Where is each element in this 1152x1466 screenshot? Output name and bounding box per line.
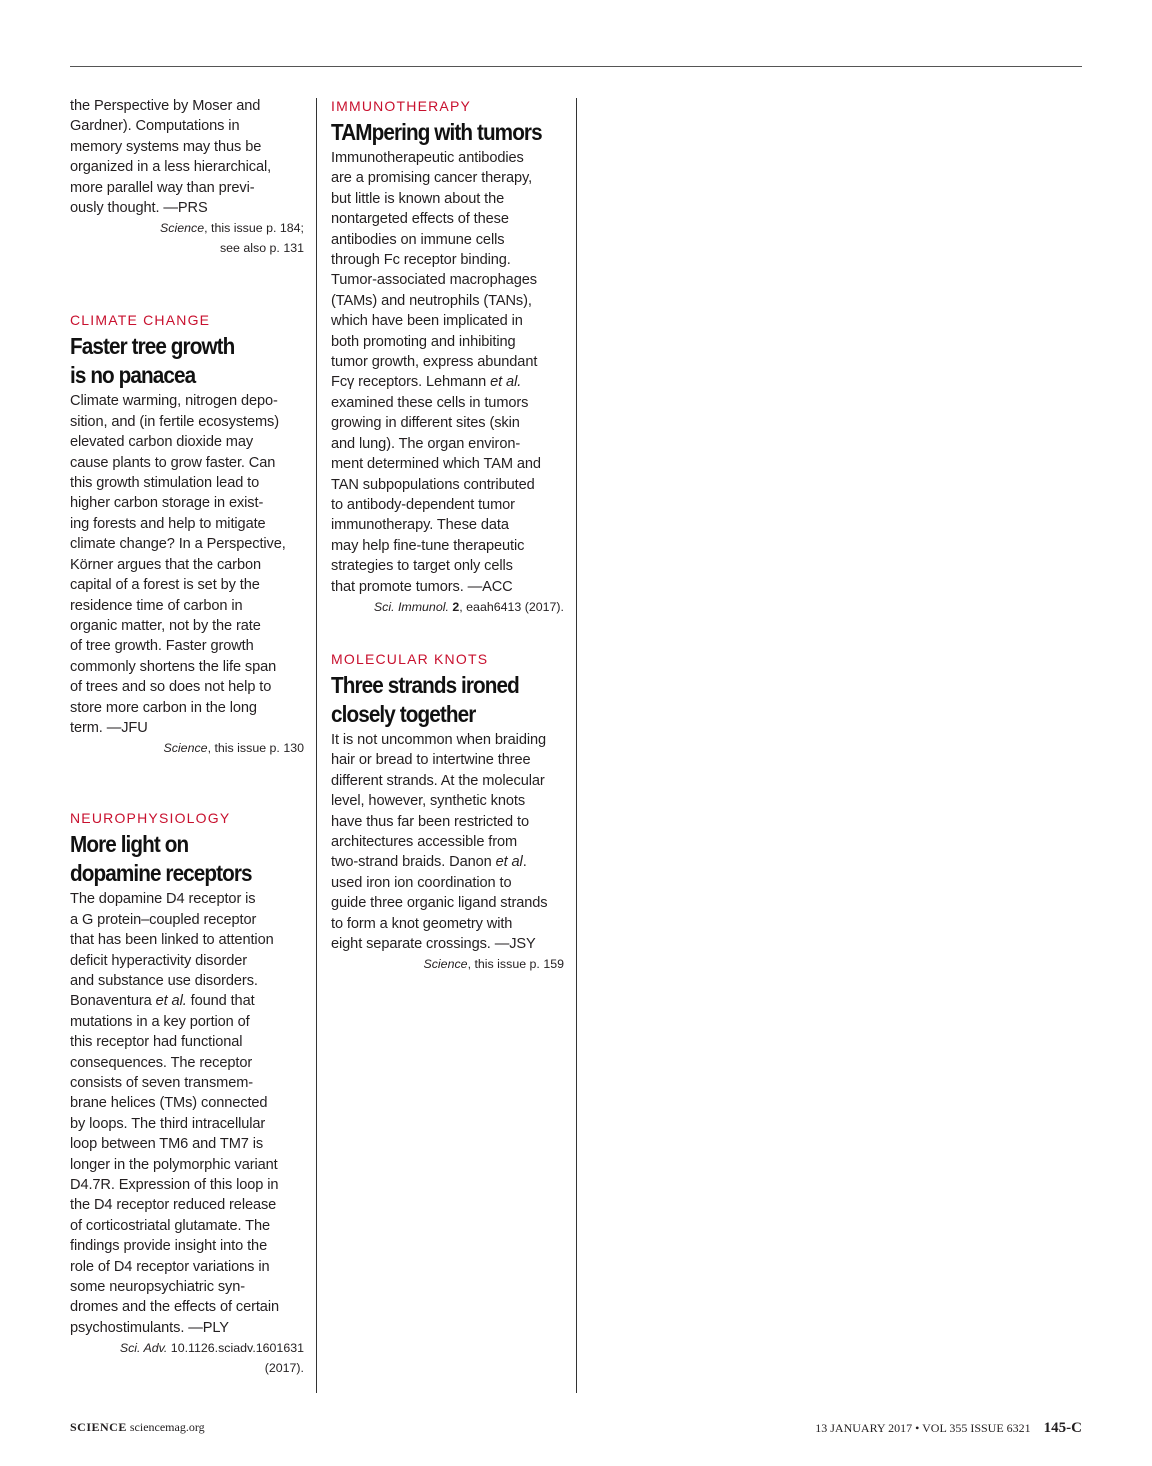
journal-name: SCIENCE <box>70 1420 127 1434</box>
article-headline <box>331 671 541 729</box>
body-line <box>331 852 564 872</box>
article-headline <box>70 332 281 390</box>
citation <box>70 218 304 238</box>
body-line: to antibody-dependent tumor <box>331 496 515 513</box>
body-line <box>331 372 564 392</box>
body-line: this receptor had functional <box>70 1034 243 1051</box>
body-line: eight separate crossings. —JSY <box>331 936 536 952</box>
body-line: nontargeted effects of these <box>331 211 509 228</box>
citation-year: (2017). <box>264 1361 304 1376</box>
citation-journal: Sci. Immunol. <box>373 599 449 614</box>
body-line: dromes and the effects of certain <box>70 1299 279 1316</box>
article-immunotherapy <box>331 96 564 617</box>
body-line: guide three organic ligand strands <box>331 895 548 912</box>
article-climate-change <box>70 310 304 758</box>
body-line: capital of a forest is set by the <box>70 577 260 594</box>
citation <box>70 738 304 758</box>
top-rule <box>70 66 1082 67</box>
body-line: immunotherapy. These data <box>331 517 509 534</box>
body-line: and substance use disorders. <box>70 972 258 989</box>
body-line: commonly shortens the life span <box>70 658 277 675</box>
body-line: brane helices (TMs) connected <box>70 1095 268 1112</box>
body-line: sition, and (in fertile ecosystems) <box>70 413 280 430</box>
body-line: different strands. At the molecular <box>331 772 545 789</box>
citation-detail: , this issue p. 159 <box>467 957 564 972</box>
body-line: the D4 receptor reduced release <box>70 1197 277 1214</box>
article-body <box>70 889 304 1338</box>
body-text: found that <box>186 993 255 1010</box>
headline-line: Faster tree growth <box>70 333 235 360</box>
body-line: but little is known about the <box>331 190 505 207</box>
section-kicker: MOLECULAR KNOTS <box>331 650 489 667</box>
body-line: have thus far been restricted to <box>331 813 529 830</box>
body-line: are a promising cancer therapy, <box>331 170 533 187</box>
body-line: by loops. The third intracellular <box>70 1115 266 1132</box>
body-line: psychostimulants. —PLY <box>70 1319 229 1336</box>
website-link[interactable]: sciencemag.org <box>129 1420 205 1434</box>
body-line: Immunotherapeutic antibodies <box>331 150 524 166</box>
body-line: strategies to target only cells <box>331 558 513 575</box>
body-line: store more carbon in the long <box>70 699 257 716</box>
citation-detail: 10.1126.sciadv.1601631 <box>167 1341 304 1356</box>
body-line: this growth stimulation lead to <box>70 475 260 492</box>
body-line: elevated carbon dioxide may <box>70 434 254 451</box>
section-kicker: IMMUNOTHERAPY <box>331 98 472 114</box>
body-line: ously thought. —PRS <box>70 200 208 217</box>
column-1 <box>70 96 304 1378</box>
body-line: consequences. The receptor <box>70 1054 253 1071</box>
body-line: It is not uncommon when braiding <box>331 731 547 748</box>
article-headline: TAMpering with tumors <box>331 119 542 145</box>
citation-journal: Science <box>423 957 468 972</box>
body-line: tumor growth, express abundant <box>331 354 538 371</box>
body-line: deficit hyperactivity disorder <box>70 952 248 969</box>
body-italic: et al. <box>490 374 522 391</box>
article-body <box>331 148 564 597</box>
section-kicker: NEUROPHYSIOLOGY <box>70 810 231 827</box>
body-line: climate change? In a Perspective, <box>70 536 286 553</box>
body-line: ing forests and help to mitigate <box>70 515 266 532</box>
headline-line: dopamine receptors <box>70 860 252 887</box>
body-text: Fcγ receptors. Lehmann <box>331 374 491 391</box>
body-line: of tree growth. Faster growth <box>70 638 254 655</box>
body-line: consists of seven transmem- <box>70 1075 254 1091</box>
body-line: used iron ion coordination to <box>331 874 512 891</box>
body-line: Tumor-associated macrophages <box>331 272 537 289</box>
headline-line: is no panacea <box>70 362 196 389</box>
section-kicker: CLIMATE CHANGE <box>70 312 211 329</box>
article-body <box>331 730 564 954</box>
body-line: loop between TM6 and TM7 is <box>70 1136 264 1153</box>
column-2 <box>331 96 564 974</box>
footer-left <box>70 1420 205 1435</box>
body-line: more parallel way than previ- <box>70 179 255 196</box>
body-line: antibodies on immune cells <box>331 231 505 248</box>
body-line: ment determined which TAM and <box>331 456 541 473</box>
headline-line: Three strands ironed <box>331 671 519 698</box>
body-line: residence time of carbon in <box>70 597 243 614</box>
body-line: organized in a less hierarchical, <box>70 159 272 176</box>
citation-journal: Science <box>163 741 208 756</box>
body-italic: et al <box>495 854 523 871</box>
column-divider <box>316 98 317 1393</box>
body-line: mutations in a key portion of <box>70 1013 250 1030</box>
citation <box>70 1338 304 1358</box>
body-line: Climate warming, nitrogen depo- <box>70 393 278 410</box>
body-line: of trees and so does not help to <box>70 679 272 696</box>
body-line: cause plants to grow faster. Can <box>70 454 276 471</box>
body-line: that promote tumors. —ACC <box>331 578 513 595</box>
intro-body <box>70 96 304 218</box>
headline-line: closely together <box>331 700 476 727</box>
article-molecular-knots <box>331 649 564 974</box>
body-text: Bonaventura <box>70 993 156 1010</box>
body-line: the Perspective by Moser and <box>70 98 261 114</box>
body-line: organic matter, not by the rate <box>70 617 261 634</box>
body-line: may help fine-tune therapeutic <box>331 537 525 554</box>
body-line <box>70 991 304 1011</box>
citation-detail: , this issue p. 130 <box>207 741 304 756</box>
body-line: some neuropsychiatric syn- <box>70 1279 246 1296</box>
body-line: both promoting and inhibiting <box>331 333 516 350</box>
body-line: through Fc receptor binding. <box>331 252 511 269</box>
body-line: level, however, synthetic knots <box>331 793 526 810</box>
column-divider <box>576 98 577 1393</box>
body-line: TAN subpopulations contributed <box>331 476 535 493</box>
citation-journal: Sci. Adv. <box>119 1341 168 1356</box>
body-line: which have been implicated in <box>331 313 523 330</box>
citation <box>331 597 564 617</box>
body-line: Körner argues that the carbon <box>70 556 261 573</box>
headline-line: More light on <box>70 831 189 858</box>
body-line: longer in the polymorphic variant <box>70 1156 278 1173</box>
body-line: memory systems may thus be <box>70 138 262 155</box>
page-number: 145-C <box>1043 1420 1082 1436</box>
citation-detail: , this issue p. 184; <box>204 221 304 236</box>
article-headline <box>70 830 281 888</box>
body-line: term. —JFU <box>70 719 148 736</box>
body-line: higher carbon storage in exist- <box>70 495 264 512</box>
citation-detail: , eaah6413 (2017). <box>459 599 564 614</box>
body-line: hair or bread to intertwine three <box>331 752 531 769</box>
citation <box>331 954 564 974</box>
body-text: . <box>522 854 527 871</box>
issue-info: 13 JANUARY 2017 • VOL 355 ISSUE 6321 <box>815 1421 1031 1435</box>
citation-see-also: see also p. 131 <box>219 241 304 256</box>
article-neurophysiology <box>70 808 304 1378</box>
body-line: examined these cells in tumors <box>331 394 529 411</box>
body-line: The dopamine D4 receptor is <box>70 891 256 908</box>
body-text: two-strand braids. Danon <box>331 854 496 871</box>
body-line: Gardner). Computations in <box>70 118 240 135</box>
body-line: architectures accessible from <box>331 833 518 850</box>
citation-volume: 2 <box>452 599 460 614</box>
body-line: a G protein–coupled receptor <box>70 911 257 928</box>
body-line: to form a knot geometry with <box>331 915 513 932</box>
body-line: and lung). The organ environ- <box>331 435 521 452</box>
article-body <box>70 391 304 738</box>
footer-right <box>815 1420 1082 1437</box>
citation-journal: Science <box>160 221 205 236</box>
body-line: role of D4 receptor variations in <box>70 1258 270 1275</box>
body-line: that has been linked to attention <box>70 932 274 949</box>
body-italic: et al. <box>155 993 187 1010</box>
body-line: D4.7R. Expression of this loop in <box>70 1177 279 1194</box>
body-line: findings provide insight into the <box>70 1238 268 1255</box>
body-line: (TAMs) and neutrophils (TANs), <box>331 292 532 309</box>
body-line: of corticostriatal glutamate. The <box>70 1217 271 1234</box>
body-line: growing in different sites (skin <box>331 415 520 432</box>
